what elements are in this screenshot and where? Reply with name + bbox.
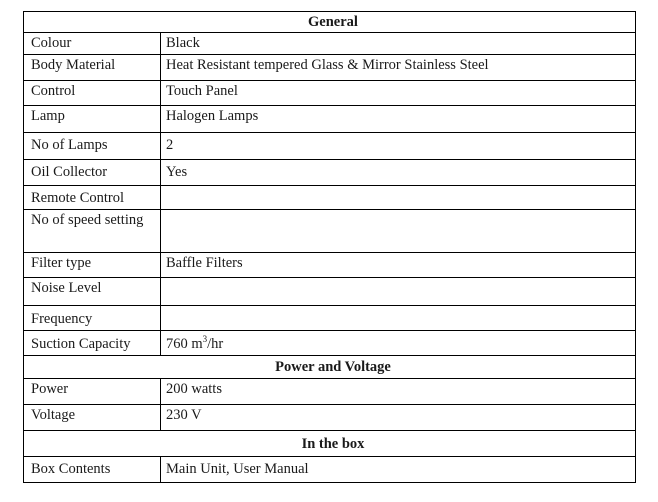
row-value: Touch Panel <box>161 81 636 106</box>
table-row <box>24 33 636 55</box>
row-label: Colour <box>24 33 161 55</box>
row-label: Voltage <box>24 405 161 431</box>
section-heading-power: Power and Voltage <box>24 356 636 379</box>
section-row-box <box>24 431 636 457</box>
row-value <box>161 186 636 210</box>
specifications-table <box>23 11 636 483</box>
row-value: 230 V <box>161 405 636 431</box>
table-row <box>24 210 636 253</box>
row-label: Frequency <box>24 306 161 331</box>
row-value <box>161 331 636 356</box>
table-row <box>24 160 636 186</box>
row-label: Lamp <box>24 106 161 133</box>
table-row <box>24 133 636 160</box>
value-superscript: 3 <box>202 334 208 345</box>
row-label: Oil Collector <box>24 160 161 186</box>
table-row <box>24 55 636 81</box>
row-label: No of Lamps <box>24 133 161 160</box>
section-row-power <box>24 356 636 379</box>
row-value <box>161 278 636 306</box>
row-value: 200 watts <box>161 379 636 405</box>
row-value: Yes <box>161 160 636 186</box>
table-row <box>24 106 636 133</box>
table-row <box>24 405 636 431</box>
row-value: Black <box>161 33 636 55</box>
row-value: 2 <box>161 133 636 160</box>
table-row <box>24 457 636 483</box>
row-label: Filter type <box>24 253 161 278</box>
row-value: Halogen Lamps <box>161 106 636 133</box>
row-label: Power <box>24 379 161 405</box>
row-value <box>161 210 636 253</box>
row-value <box>161 306 636 331</box>
table-row <box>24 253 636 278</box>
section-row-general <box>24 12 636 33</box>
value-number: 760 m <box>166 336 203 352</box>
row-label: Body Material <box>24 55 161 81</box>
section-heading-box: In the box <box>24 431 636 457</box>
table-row <box>24 306 636 331</box>
row-label: No of speed setting <box>24 210 161 253</box>
table-row <box>24 331 636 356</box>
row-label: Control <box>24 81 161 106</box>
table-row <box>24 186 636 210</box>
row-label: Remote Control <box>24 186 161 210</box>
table-row <box>24 278 636 306</box>
section-heading-general: General <box>24 12 636 33</box>
row-value: Heat Resistant tempered Glass & Mirror Stainless Steel <box>161 55 636 81</box>
row-label: Box Contents <box>24 457 161 483</box>
table-row <box>24 81 636 106</box>
row-value: Baffle Filters <box>161 253 636 278</box>
row-value: Main Unit, User Manual <box>161 457 636 483</box>
row-label: Suction Capacity <box>24 331 161 356</box>
row-label: Noise Level <box>24 278 161 306</box>
table-row <box>24 379 636 405</box>
value-unit: /hr <box>207 336 224 352</box>
